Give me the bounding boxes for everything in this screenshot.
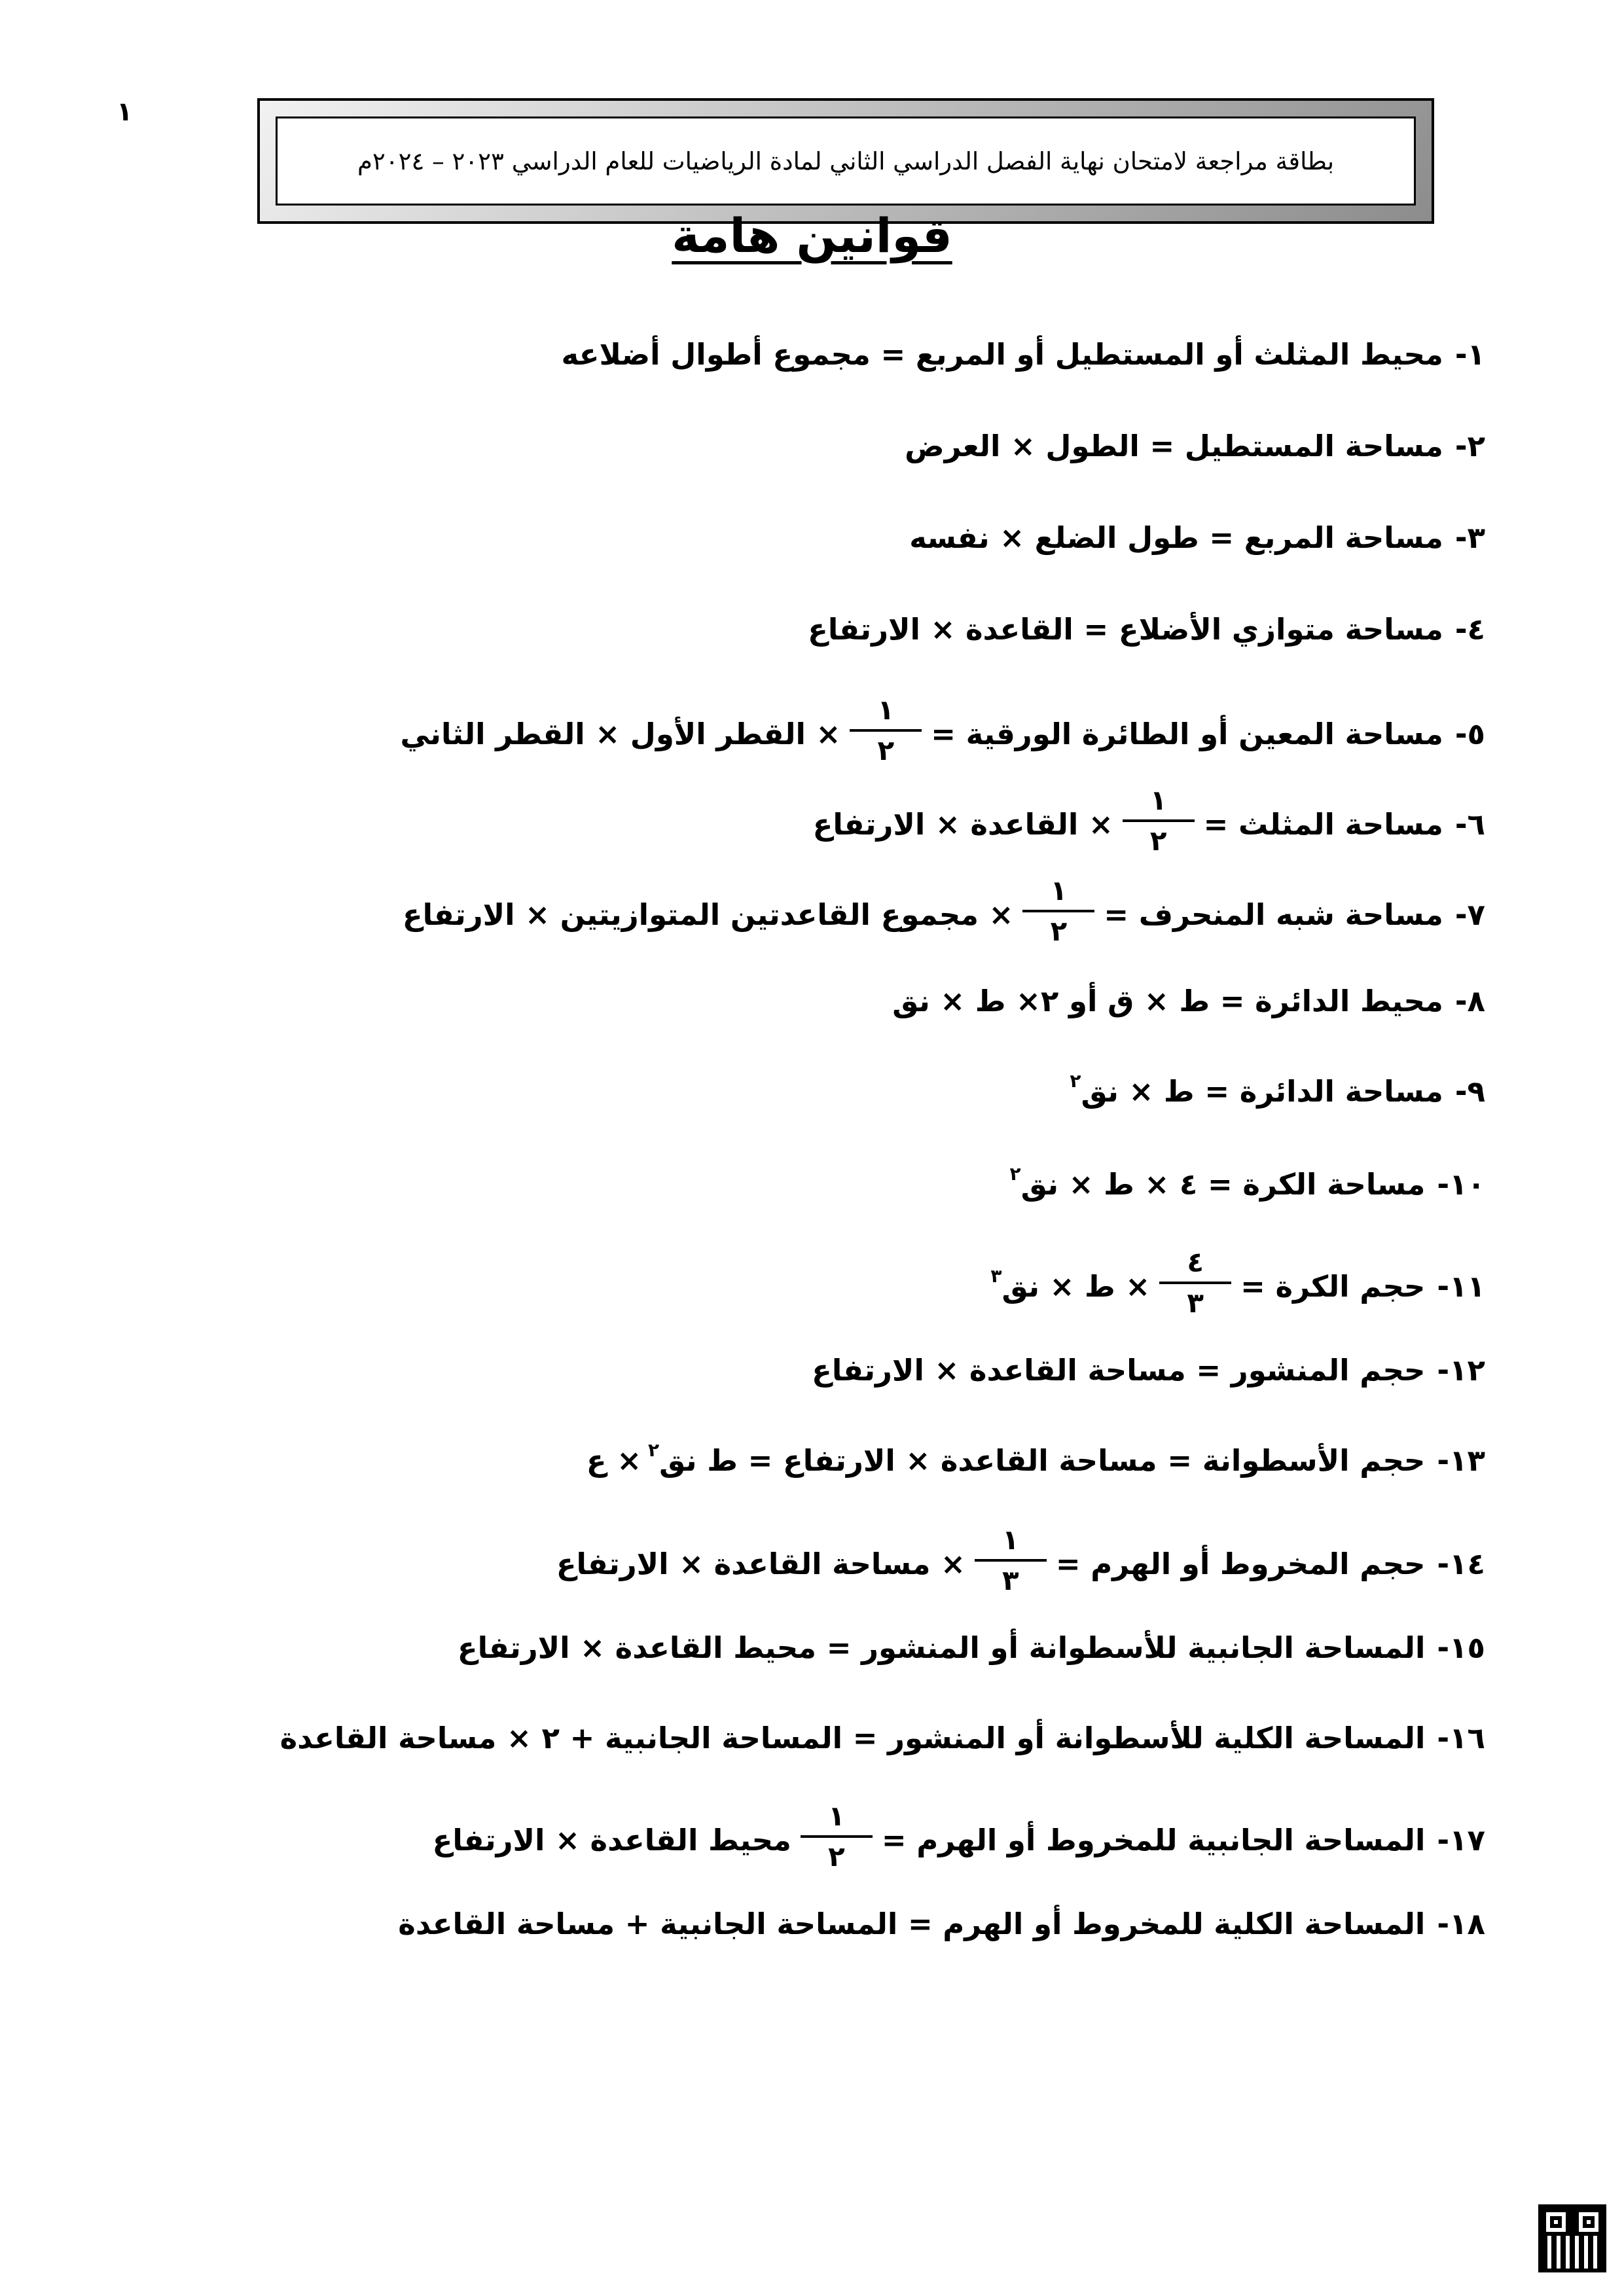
- rule-item: [909, 518, 1485, 558]
- rule-item: [812, 784, 1485, 859]
- fraction: [975, 1526, 1047, 1594]
- rule-item: [561, 335, 1485, 374]
- superscript: ٢: [648, 1439, 660, 1461]
- fraction-bar: [850, 729, 922, 732]
- rule-item: [586, 1441, 1485, 1480]
- fraction-denominator: ٣: [1002, 1564, 1019, 1596]
- rule-number: ٧-: [1454, 897, 1485, 932]
- rule-number: ٣-: [1454, 520, 1485, 555]
- rule-text: محيط القاعدة × الارتفاع: [432, 1823, 791, 1857]
- fraction: [801, 1800, 873, 1873]
- fraction-denominator: ٢: [1050, 915, 1068, 947]
- rule-number: ١١-: [1437, 1269, 1485, 1304]
- rule-text: مساحة متوازي الأضلاع = القاعدة × الارتفاع: [808, 612, 1443, 647]
- rule-text: المساحة الجانبية للأسطوانة أو المنشور = محيط القاعدة × الارتفاع: [457, 1630, 1426, 1665]
- page-title: قوانين هامة: [672, 208, 952, 263]
- rule-text: مساحة المستطيل = الطول × العرض: [905, 429, 1443, 463]
- fraction-denominator: ٢: [877, 734, 895, 766]
- fraction: [1123, 784, 1195, 857]
- superscript: ٢: [1009, 1163, 1021, 1185]
- rule-text: مساحة شبه المنحرف =: [1104, 897, 1443, 932]
- fraction-bar: [975, 1559, 1047, 1562]
- rule-number: ١٣-: [1437, 1443, 1485, 1478]
- rule-text: × مساحة القاعدة × الارتفاع: [556, 1547, 965, 1581]
- rule-text: × ع: [586, 1443, 642, 1478]
- rule-item: [990, 1246, 1485, 1321]
- fraction-bar: [1159, 1282, 1231, 1284]
- rule-number: ١٧-: [1437, 1823, 1485, 1857]
- rule-number: ٢-: [1454, 429, 1485, 463]
- rule-number: ١-: [1454, 337, 1485, 372]
- rule-text: مساحة المثلث =: [1203, 807, 1443, 842]
- rule-number: ١٤-: [1437, 1547, 1485, 1581]
- rule-item: [892, 982, 1485, 1021]
- rule-item: [432, 1800, 1485, 1874]
- rule-text: محيط الدائرة = ط × ق أو ٢× ط × نق: [892, 984, 1443, 1018]
- fraction-numerator: ١: [1050, 874, 1068, 906]
- rule-text: × ط × نق: [1001, 1269, 1151, 1304]
- rule-text: مساحة الكرة = ٤ × ط × نق: [1020, 1167, 1426, 1202]
- rule-item: [402, 874, 1485, 949]
- fraction-numerator: ١: [828, 1800, 845, 1832]
- rule-item: [556, 1524, 1485, 1598]
- superscript: ٣: [990, 1265, 1002, 1287]
- rule-number: ٦-: [1454, 807, 1485, 842]
- rule-number: ١٨-: [1437, 1907, 1485, 1941]
- fraction-denominator: ٢: [828, 1840, 845, 1873]
- fraction-bar: [1022, 910, 1094, 912]
- rule-number: ٥-: [1454, 717, 1485, 751]
- rule-item: [458, 1628, 1485, 1668]
- rule-number: ١٢-: [1437, 1353, 1485, 1388]
- header-frame: [257, 98, 1434, 224]
- rule-item: [1010, 1165, 1486, 1204]
- rule-text: المساحة الكلية للأسطوانة أو المنشور = المساحة الجانبية + ٢ × مساحة القاعدة: [280, 1721, 1426, 1755]
- rule-text: المساحة الكلية للمخروط أو الهرم = المساحة الجانبية + مساحة القاعدة: [398, 1907, 1426, 1941]
- rule-text: مساحة المربع = طول الضلع × نفسه: [909, 520, 1443, 555]
- rule-item: [905, 427, 1485, 466]
- fraction-bar: [801, 1835, 873, 1838]
- fraction-denominator: ٢: [1149, 825, 1167, 857]
- rule-number: ١٥-: [1437, 1630, 1485, 1665]
- rule-text: حجم الأسطوانة = مساحة القاعدة × الارتفاع = ط نق: [659, 1443, 1426, 1478]
- rule-text: × القاعدة × الارتفاع: [812, 807, 1113, 842]
- fraction-numerator: ١: [1002, 1524, 1019, 1556]
- rule-number: ١٦-: [1437, 1721, 1485, 1755]
- rule-text: مساحة المعين أو الطائرة الورقية =: [931, 717, 1443, 751]
- superscript: ٢: [1070, 1070, 1081, 1092]
- rule-item: [812, 1351, 1485, 1390]
- page-number: ١: [117, 97, 133, 127]
- rule-text: المساحة الجانبية للمخروط أو الهرم =: [881, 1823, 1426, 1857]
- rule-number: ٤-: [1454, 612, 1485, 647]
- rule-item: [400, 694, 1485, 768]
- rule-item: [1070, 1072, 1485, 1111]
- rule-text: مساحة الدائرة = ط × نق: [1081, 1074, 1443, 1109]
- fraction-numerator: ١: [1149, 784, 1167, 816]
- rule-item: [280, 1719, 1485, 1758]
- rule-number: ٩-: [1454, 1074, 1485, 1109]
- rule-text: حجم المنشور = مساحة القاعدة × الارتفاع: [812, 1353, 1426, 1388]
- header-text: بطاقة مراجعة لامتحان نهاية الفصل الدراسي الثاني لمادة الرياضيات للعام الدراسي ٢٠٢٣ – ٢٠٢٤م: [276, 117, 1416, 206]
- fraction-numerator: ١: [877, 694, 895, 726]
- rule-text: محيط المثلث أو المستطيل أو المربع = مجموع أطوال أضلاعه: [561, 337, 1443, 372]
- rule-text: حجم المخروط أو الهرم =: [1055, 1547, 1426, 1581]
- rule-number: ١٠-: [1437, 1167, 1485, 1202]
- fraction-numerator: ٤: [1187, 1246, 1204, 1278]
- rule-item: [398, 1905, 1485, 1944]
- fraction-bar: [1123, 819, 1195, 822]
- qr-code: [1538, 2204, 1606, 2272]
- rule-text: × مجموع القاعدتين المتوازيتين × الارتفاع: [402, 897, 1014, 932]
- rule-number: ٨-: [1454, 984, 1485, 1018]
- fraction: [1159, 1246, 1231, 1319]
- fraction: [850, 696, 922, 764]
- fraction-denominator: ٣: [1187, 1287, 1204, 1319]
- rule-text: × القطر الأول × القطر الثاني: [400, 717, 841, 751]
- rule-item: [808, 610, 1485, 649]
- rule-text: حجم الكرة =: [1240, 1269, 1426, 1304]
- fraction: [1022, 874, 1094, 947]
